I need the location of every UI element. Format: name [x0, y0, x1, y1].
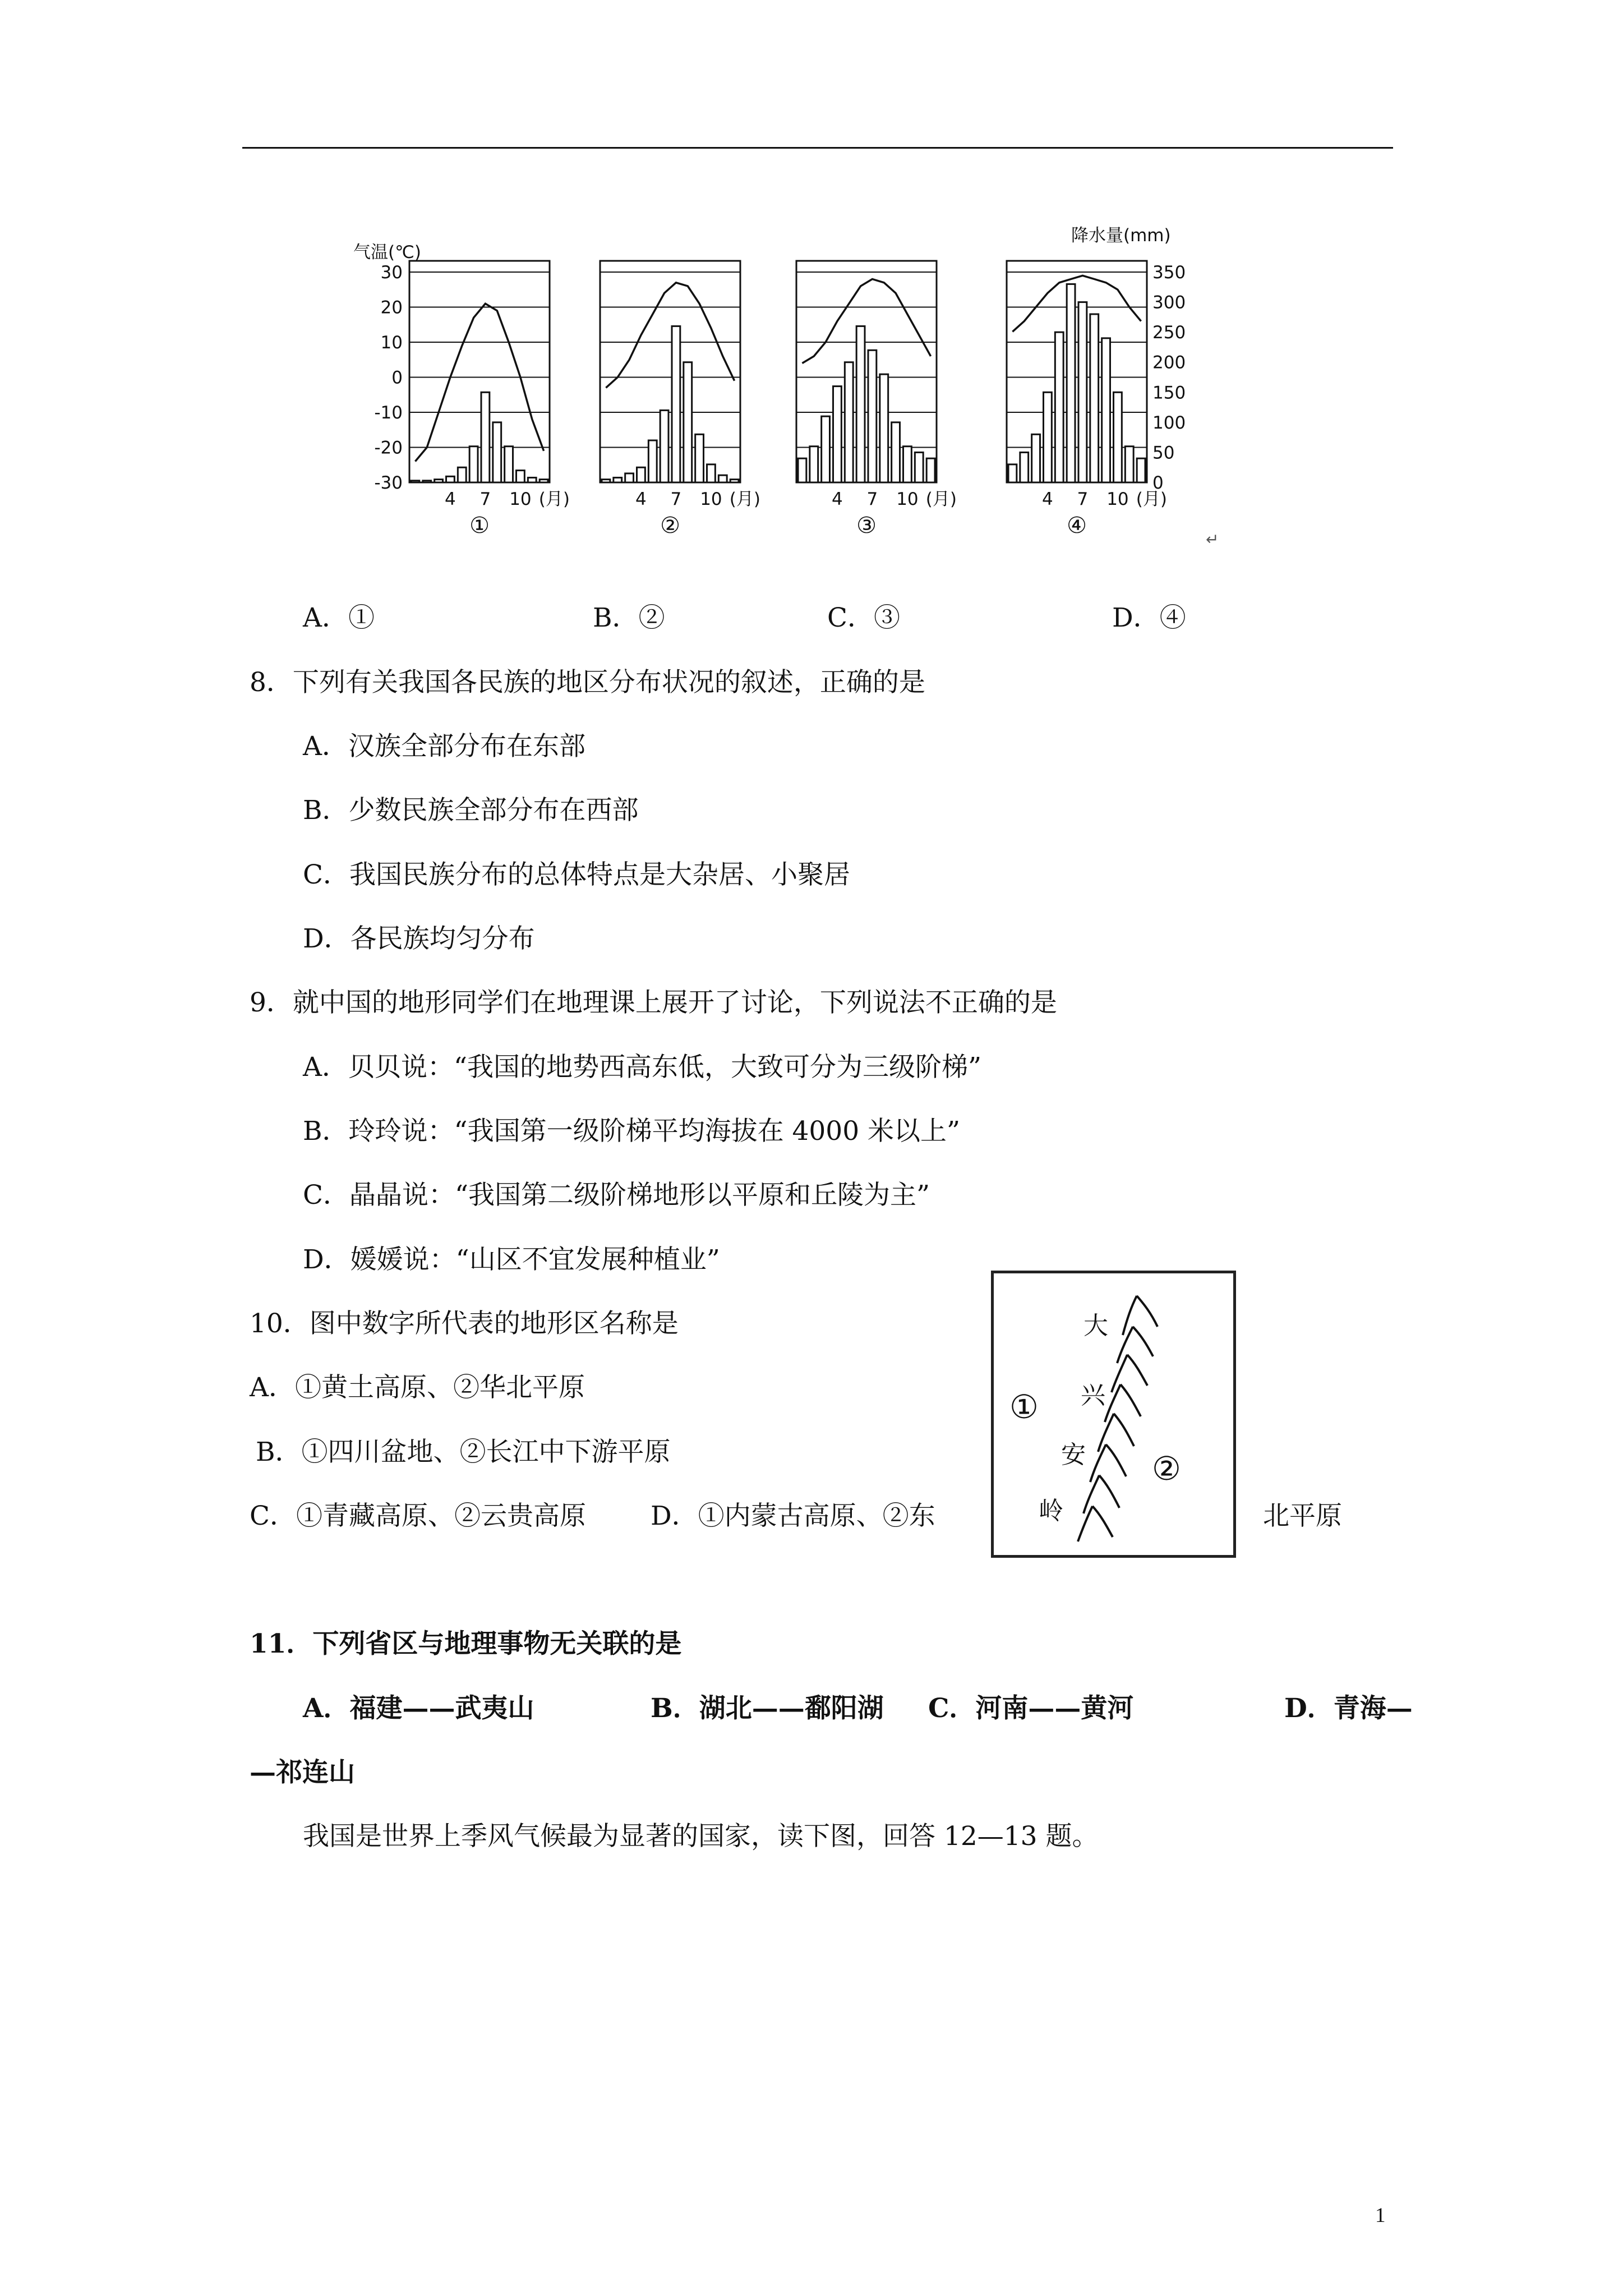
x-tick-label: (月) [729, 489, 760, 509]
temperature-line [1012, 275, 1141, 332]
x-tick-label: 7 [670, 489, 682, 509]
precip-bar [637, 467, 645, 482]
precip-bar [1044, 392, 1052, 482]
x-tick-label: 4 [1042, 489, 1053, 509]
precip-bar [1055, 332, 1063, 482]
climate-chart-1 [374, 261, 570, 539]
q7-option-a[interactable]: A．① [303, 602, 375, 633]
map-label-2: ② [1152, 1450, 1181, 1488]
q9-stem: 9．就中国的地形同学们在地理课上展开了讨论，下列说法不正确的是 [250, 987, 1057, 1018]
precip-tick-label: 50 [1152, 443, 1175, 463]
precip-bar [423, 481, 431, 482]
chart-panel-label: ④ [1067, 513, 1087, 539]
q9-option-c[interactable]: C．晶晶说：“我国第二级阶梯地形以平原和丘陵为主” [303, 1180, 930, 1211]
precip-bar [481, 392, 490, 482]
x-tick-label: (月) [925, 489, 957, 509]
precip-bar [469, 447, 478, 482]
x-tick-label: 10 [1106, 489, 1129, 509]
x-tick-label: 7 [1077, 489, 1089, 509]
precip-bar [602, 480, 610, 482]
precip-tick-label: 0 [1152, 473, 1164, 493]
chart-panel-label: ① [469, 513, 490, 539]
x-tick-label: 4 [635, 489, 647, 509]
precip-bar [915, 452, 923, 482]
chart-panel-label: ③ [856, 513, 877, 539]
q8-option-c[interactable]: C．我国民族分布的总体特点是大杂居、小聚居 [303, 859, 850, 890]
map-label-1: ① [1009, 1388, 1039, 1426]
precip-bar [810, 447, 818, 482]
map-char-da: 大 [1083, 1312, 1108, 1340]
precip-bar [411, 481, 419, 482]
precip-bar [1125, 447, 1133, 482]
precip-bar [707, 464, 716, 482]
map-char-an: 安 [1061, 1441, 1086, 1469]
temperature-line [415, 303, 543, 461]
x-tick-label: 4 [445, 489, 456, 509]
map-char-xing: 兴 [1081, 1381, 1105, 1410]
q7-option-b[interactable]: B．② [593, 602, 665, 633]
precip-axis-title: 降水量(mm) [1071, 226, 1171, 246]
q11-option-d-part1[interactable]: D．青海— [1284, 1693, 1413, 1724]
x-tick-label: 4 [832, 489, 843, 509]
precip-bar [1032, 434, 1040, 482]
precip-bar [435, 480, 443, 482]
climate-chart-3 [796, 261, 957, 539]
x-tick-label: 7 [479, 489, 491, 509]
q9-option-b[interactable]: B．玲玲说：“我国第一级阶梯平均海拔在 4000 米以上” [303, 1116, 961, 1147]
precip-bar [880, 374, 888, 482]
temp-tick-label: 20 [380, 297, 403, 318]
q10-option-d-part1[interactable]: D．①内蒙古高原、②东 [651, 1501, 935, 1531]
x-tick-label: 10 [509, 489, 532, 509]
q10-stem: 10．图中数字所代表的地形区名称是 [250, 1308, 679, 1339]
precip-bar [684, 362, 692, 482]
q11-option-a[interactable]: A．福建——武夷山 [303, 1693, 534, 1724]
temperature-line [606, 283, 734, 388]
precip-bar [798, 458, 806, 482]
precip-bar [446, 476, 455, 482]
precip-tick-label: 350 [1152, 263, 1186, 283]
precip-bar [1008, 464, 1017, 482]
precip-bar [458, 467, 466, 482]
precip-tick-label: 200 [1152, 352, 1186, 373]
precip-bar [1102, 338, 1110, 482]
precip-bar [660, 410, 668, 482]
temp-tick-label: -10 [374, 403, 403, 423]
precip-bar [868, 350, 877, 482]
page-number: 1 [1375, 2204, 1386, 2227]
precip-bar [517, 471, 525, 482]
q8-stem: 8．下列有关我国各民族的地区分布状况的叙述，正确的是 [250, 667, 925, 698]
precip-bar [614, 477, 622, 482]
q7-option-c[interactable]: C．③ [827, 602, 900, 633]
temp-tick-label: 0 [391, 367, 403, 388]
q11-option-c[interactable]: C．河南——黄河 [928, 1693, 1134, 1724]
q7-option-d[interactable]: D．④ [1112, 602, 1186, 633]
q10-option-b[interactable]: B．①四川盆地、②长江中下游平原 [256, 1437, 671, 1467]
q9-option-a[interactable]: A．贝贝说：“我国的地势西高东低，大致可分为三级阶梯” [303, 1052, 981, 1083]
precip-bar [926, 458, 935, 482]
chart-frame [409, 261, 550, 482]
x-tick-label: (月) [1136, 489, 1167, 509]
q8-option-b[interactable]: B．少数民族全部分布在西部 [303, 795, 639, 826]
temp-tick-label: 30 [380, 263, 403, 283]
q9-option-d[interactable]: D．媛媛说：“山区不宜发展种植业” [303, 1244, 720, 1275]
landform-map [991, 1271, 1236, 1558]
precip-bar [695, 434, 704, 482]
temp-axis-title: 气温(℃) [353, 242, 422, 263]
precip-bar [672, 326, 680, 482]
temp-tick-label: 10 [380, 333, 403, 353]
chart-panel-label: ② [660, 513, 680, 539]
precip-bar [833, 386, 842, 482]
precip-bar [1020, 452, 1029, 482]
climate-chart-4 [1007, 261, 1186, 539]
precip-bar [540, 480, 548, 482]
precip-tick-label: 300 [1152, 292, 1186, 313]
precip-bar [648, 440, 657, 482]
precip-bar [1078, 302, 1087, 482]
precip-bar [903, 447, 912, 482]
precip-bar [528, 477, 536, 482]
precip-bar [718, 475, 727, 482]
q10-option-c[interactable]: C．①青藏高原、②云贵高原 [250, 1501, 586, 1531]
return-mark: ↵ [1206, 530, 1219, 549]
x-tick-label: (月) [538, 489, 570, 509]
header-rule [242, 147, 1393, 149]
precip-bar [822, 416, 830, 482]
q10-option-d-part2[interactable]: 北平原 [1263, 1501, 1342, 1531]
precip-tick-label: 100 [1152, 412, 1186, 433]
map-char-ling: 岭 [1039, 1497, 1063, 1525]
precip-bar [493, 422, 501, 482]
temperature-line [802, 279, 930, 364]
precip-bar [1090, 314, 1099, 482]
precip-tick-label: 150 [1152, 383, 1186, 403]
q11-option-b[interactable]: B．湖北——鄱阳湖 [651, 1693, 884, 1724]
climate-chart-2 [600, 261, 760, 539]
precip-bar [892, 422, 900, 482]
x-tick-label: 7 [866, 489, 878, 509]
x-tick-label: 10 [896, 489, 919, 509]
q10-option-a[interactable]: A．①黄土高原、②华北平原 [250, 1372, 585, 1403]
precip-bar [1067, 284, 1075, 482]
precip-bar [845, 362, 853, 482]
temp-tick-label: -30 [374, 473, 403, 493]
precip-bar [856, 326, 865, 482]
q11-stem: 11．下列省区与地理事物无关联的是 [250, 1628, 682, 1659]
intro-q12-13: 我国是世界上季风气候最为显著的国家，读下图，回答 12—13 题。 [303, 1821, 1099, 1852]
precip-bar [1114, 392, 1122, 482]
q8-option-a[interactable]: A．汉族全部分布在东部 [303, 731, 585, 762]
precip-tick-label: 250 [1152, 323, 1186, 343]
precip-bar [505, 447, 513, 482]
precip-bar [625, 473, 634, 482]
temp-tick-label: -20 [374, 438, 403, 458]
x-tick-label: 10 [700, 489, 722, 509]
q8-option-d[interactable]: D．各民族均匀分布 [303, 923, 535, 954]
precip-bar [730, 480, 739, 482]
climate-charts-figure [314, 219, 1267, 550]
precip-bar [1137, 458, 1145, 482]
q11-option-d-part2[interactable]: —祁连山 [250, 1757, 355, 1788]
